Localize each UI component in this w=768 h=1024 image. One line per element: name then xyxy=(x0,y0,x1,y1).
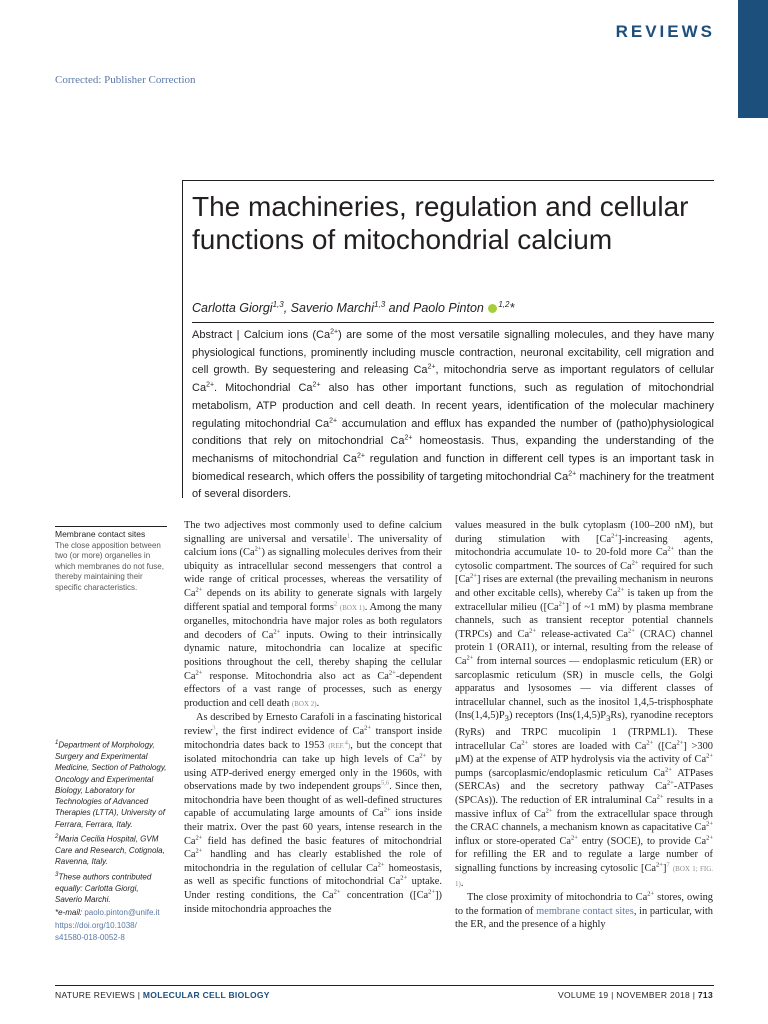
email-link[interactable]: paolo.pinton@unife.it xyxy=(84,908,160,918)
doi-link[interactable]: https://doi.org/10.1038/ s41580-018-0052-8 xyxy=(55,921,137,942)
glossary-sidenote xyxy=(55,526,167,593)
body-paragraph: As described by Ernesto Carafoli in a fascinating historical review$^3$, the first indirect evidence of $Ca^{2+}$ transport inside mitochondria dates back to 1953 (REF.$^4$), but the concept that isolated mitochondria can take up high levels of $Ca^{2+}$ by using ATP-derived energy emerged only in the 1960s, with observations made by two independent groups$^{5,6}$. Since then, mitochondria have been thought of as well-defined structures capable of accumulating large amounts of $Ca^{2+}$ ions inside their matrix. Over the past 60 years, intense research in the $Ca^{2+}$ field has defined the basic features of mitochondrial $Ca^{2+}$ handling and has clearly established the role of mitochondria in the regulation of cellular $Ca^{2+}$ homeostasis, as well as specific functions of mitochondrial $Ca^{2+}$ uptake. Under resting conditions, the $Ca^{2+}$ concentration $([Ca^{2+}])$ inside mitochondria approaches the xyxy=(184,712,442,915)
body-paragraph: The close proximity of mitochondria to $Ca^{2+}$ stores, owing to the formation of membrane contact sites, in particular, with the ER, and the presence of a highly xyxy=(455,890,713,931)
author-affiliation-sup: 1,3 xyxy=(272,300,284,309)
affiliation-3: $^3$These authors contributed equally: Carlotta Giorgi, Saverio Marchi. xyxy=(55,871,152,904)
affiliation-2: $^2$Maria Cecilia Hospital, GVM Care and Research, Cotignola, Ravenna, Italy. xyxy=(55,834,165,867)
author-affiliation-sup: 1,2 xyxy=(498,300,510,309)
abstract: Abstract | Calcium ions $(Ca^{2+})$ are some of the most versatile signalling molecules, and they have many physiological functions, prominently including muscle contraction, neuronal excitability, cell migration and cell growth. By sequestering and releasing $Ca^{2+}$, mitochondria serve as important regulators of cellular $Ca^{2+}$. Mitochondrial $Ca^{2+}$ also has other important functions, such as regulation of mitochondrial metabolism, ATP production and cell death. In recent years, identification of the molecular machinery regulating mitochondrial $Ca^{2+}$ accumulation and efflux has expanded the number of (patho)physiological conditions that rely on mitochondrial $Ca^{2+}$ homeostasis. Thus, expanding the understanding of the mechanisms of mitochondrial $Ca^{2+}$ regulation and function in different cell types is an important task in biomedical research, which offers the possibility of targeting mitochondrial $Ca^{2+}$ machinery for the treatment of several disorders. xyxy=(192,328,714,501)
author-affiliation-sup: 1,3 xyxy=(374,300,386,309)
orcid-icon[interactable] xyxy=(488,304,497,313)
footer-journal xyxy=(55,990,270,1000)
correspondence-email: *e-mail: paolo.pinton@unife.it xyxy=(55,908,160,918)
sidenote-rule xyxy=(55,526,167,527)
page-number: 713 xyxy=(697,990,713,1000)
subjournal-name: MOLECULAR CELL BIOLOGY xyxy=(142,990,270,1000)
publisher-correction-link[interactable]: Corrected: Publisher Correction xyxy=(55,74,196,86)
affiliation-1: $^1$Department of Morphology, Surgery and Experimental Medicine, Section of Pathology, Oncology and Experimental Biology, Laboratory for Technologies of Advanced Therapies (LTTA), University of Ferrara, Ferrara, Italy. xyxy=(55,740,167,829)
author-separator: and xyxy=(385,301,413,316)
section-color-tab xyxy=(738,0,768,118)
author-name[interactable]: Carlotta Giorgi xyxy=(192,301,273,316)
abstract-rule xyxy=(192,322,714,323)
sidenote-text: The close apposition between two (or more) organelles in which membranes do not fuse, thereby maintaining their specific characteristics. xyxy=(55,540,164,592)
corresponding-author-mark: * xyxy=(509,301,515,316)
body-column-1 xyxy=(184,519,442,916)
journal-name: NATURE REVIEWS xyxy=(55,990,136,1000)
body-paragraph: The two adjectives most commonly used to define calcium signalling are universal and versatile$^1$. The universality of calcium ions $(Ca^{2+})$ as signalling molecules derives from their ubiquity as intracellular second messengers that control a wide range of critical processes, whereas the versatility of $Ca^{2+}$ depends on its ability to generate signals with largely different spatial and temporal forms$^2$ (BOX 1). Among the many organelles, mitochondria have major roles as both regulators and decoders of $Ca^{2+}$ inputs. Owing to their intrinsically dynamic nature, mitochondria can localize at specific positions throughout the cell, thereby shaping the cellular $Ca^{2+}$ response. Mitochondria also act as $Ca^{2+}$-dependent effectors of a vast range of processes, such as energy production and cell death (BOX 2). xyxy=(184,520,443,709)
author-name[interactable]: Saverio Marchi xyxy=(290,301,375,316)
footer-rule xyxy=(55,985,714,986)
title-rule-horizontal xyxy=(182,180,714,181)
sidenote-title: Membrane contact sites xyxy=(55,529,146,539)
body-paragraph: values measured in the bulk cytoplasm (100–200 nM), but during stimulation with $[Ca^{2+}]$-increasing agents, mitochondria accumulate 10- to 20-fold more $Ca^{2+}$ than the cytosolic compartment. The sources of $Ca^{2+}$ required for such $[Ca^{2+}]$ rises are external (the prevailing mechanism in neurons and other excitable cells), whereby $Ca^{2+}$ is taken up from the extracellular milieu ($[Ca^{2+}]$ of ~1 mM) by plasma membrane channels, such as transient receptor potential channels (TRPCs) and $Ca^{2+}$ release-activated $Ca^{2+}$ (CRAC) channel protein 1 (ORAI1), or internal, resulting from the release of $Ca^{2+}$ from internal sources — endoplasmic reticulum (ER) or sarcoplasmic reticulum (SR) in muscle cells, the Golgi apparatus and lysosomes — via different classes of intracellular channel, such as the inositol 1,4,5-trisphosphate $(Ins(1,4,5)P_3)$ receptors $(Ins(1,4,5)P_3Rs)$, ryanodine receptors (RyRs) and TRPC mucolipin 1 (TRPML1). These intracellular $Ca^{2+}$ stores are loaded with $Ca^{2+}$ ($[Ca^{2+}] >300$ μM) at the expense of ATP hydrolysis via the activity of $Ca^{2+}$ pumps (sarcoplasmic/endoplasmic reticulum $Ca^{2+}$ ATPases (SERCAs) and the secretory pathway $Ca^{2+}$-ATPases (SPCAs)). The reduction of ER intraluminal $Ca^{2+}$ results in a massive influx of $Ca^{2+}$ from the extracellular space through the CRAC channels, a mechanism known as capacitative $Ca^{2+}$ influx or store-operated $Ca^{2+}$ entry (SOCE), to provide $Ca^{2+}$ for refilling the ER and to regulate a large number of signalling functions by increasing cytosolic $[Ca^{2+}]^7$ (BOX 1; FIG. 1). xyxy=(455,520,714,889)
affiliations xyxy=(55,738,167,943)
footer-volume xyxy=(558,990,713,1000)
author-name[interactable]: Paolo Pinton xyxy=(412,301,484,316)
author-separator: , xyxy=(283,301,291,316)
section-label: REVIEWS xyxy=(615,22,715,41)
volume-issue: VOLUME 19 | NOVEMBER 2018 | xyxy=(558,990,698,1000)
article-title: The machineries, regulation and cellular functions of mitochondrial calcium xyxy=(192,191,689,255)
title-rule-vertical xyxy=(182,180,183,498)
body-column-2 xyxy=(455,519,713,932)
author-list xyxy=(192,300,712,315)
journal-separator: | xyxy=(135,990,143,1000)
